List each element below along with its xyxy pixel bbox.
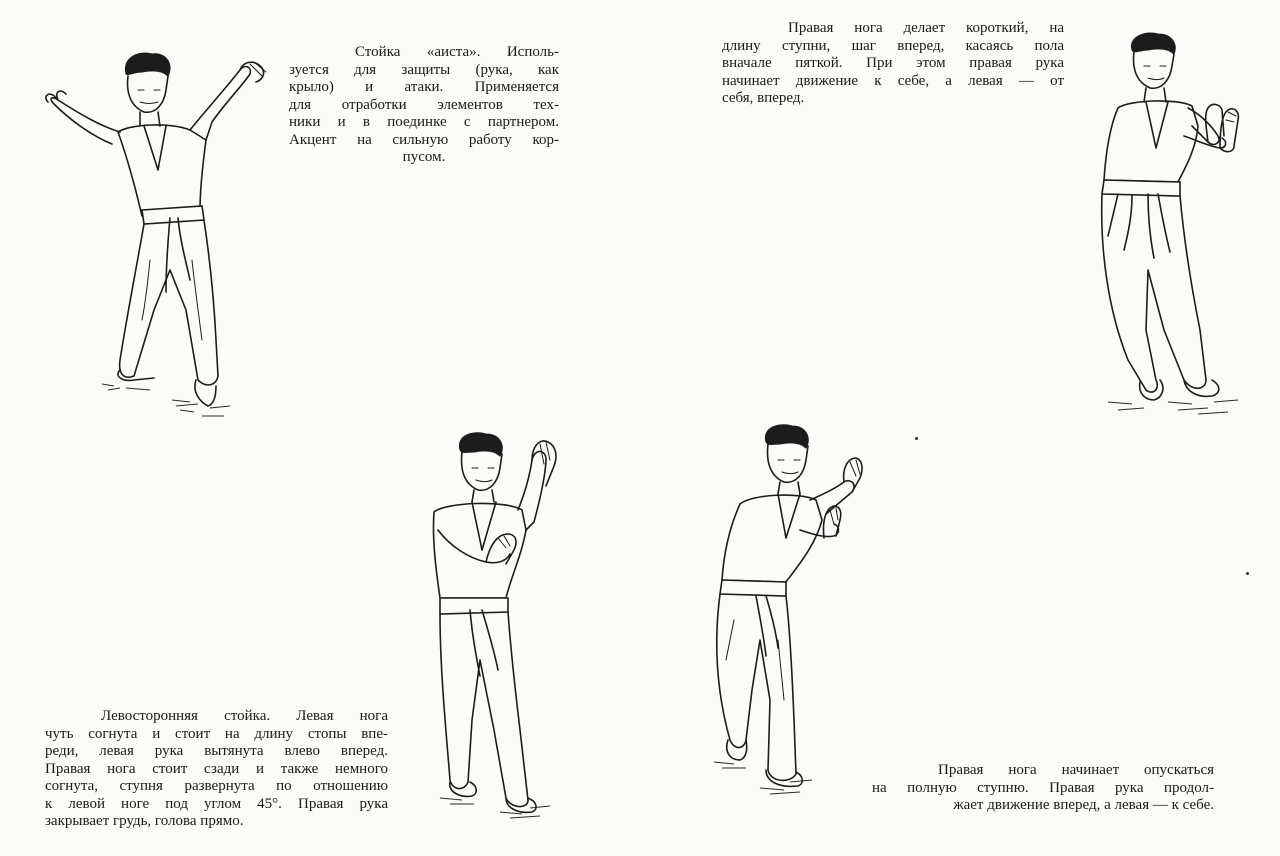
caption-line: чуть согнута и стоит на длину стопы впе-: [45, 725, 388, 742]
caption-line: Стойка «аиста». Исполь-: [355, 44, 559, 60]
caption-step-forward: [722, 20, 1064, 108]
caption-line: Правая нога стоит сзади и также немного: [45, 760, 388, 777]
caption-line: Правая нога делает короткий, на: [788, 20, 1064, 36]
caption-line: жает движение вперед, а левая — к себе.: [953, 797, 1214, 813]
caption-line: вначале пяткой. При этом правая рука: [722, 55, 1064, 71]
caption-foot-lowering: [872, 762, 1214, 815]
caption-line: реди, левая рука вытянута влево вперед.: [45, 743, 388, 759]
caption-line: Левосторонняя стойка. Левая нога: [101, 708, 388, 724]
caption-line: начинает движение к себе, а левая — от: [722, 72, 1064, 89]
caption-line: на полную ступню. Правая рука продол-: [872, 779, 1214, 796]
martial-artist-left-stance-icon: [410, 430, 580, 830]
stray-dot: [1246, 572, 1249, 575]
martial-artist-stork-stance-icon: [30, 40, 290, 440]
caption-line: Правая нога начинает опускаться: [938, 762, 1214, 778]
caption-line: к левой ноге под углом 45°. Правая рука: [45, 795, 388, 812]
caption-line: для отработки элементов тех-: [289, 96, 559, 113]
step-forward-figure: [1088, 30, 1258, 430]
caption-line: Акцент на сильную работу кор-: [289, 131, 559, 148]
caption-line: крыло) и атаки. Применяется: [289, 79, 559, 95]
caption-line: ники и в поединке с партнером.: [289, 114, 559, 130]
caption-line: зуется для защиты (рука, как: [289, 61, 559, 78]
caption-line: пусом.: [402, 149, 446, 165]
caption-line: закрывает грудь, голова прямо.: [45, 813, 244, 829]
martial-artist-step-forward-icon: [1088, 30, 1258, 430]
martial-artist-foot-lowering-icon: [700, 420, 880, 810]
caption-line: себя, вперед.: [722, 90, 805, 106]
stray-dot: [915, 437, 918, 440]
foot-lowering-figure: [700, 420, 880, 810]
caption-left-stance: [45, 708, 388, 831]
stork-stance-figure: [30, 40, 290, 440]
left-stance-figure: [410, 430, 580, 830]
caption-line: согнута, ступня развернута по отношению: [45, 778, 388, 794]
caption-stork-stance: [289, 44, 559, 167]
caption-line: длину ступни, шаг вперед, касаясь пола: [722, 37, 1064, 54]
